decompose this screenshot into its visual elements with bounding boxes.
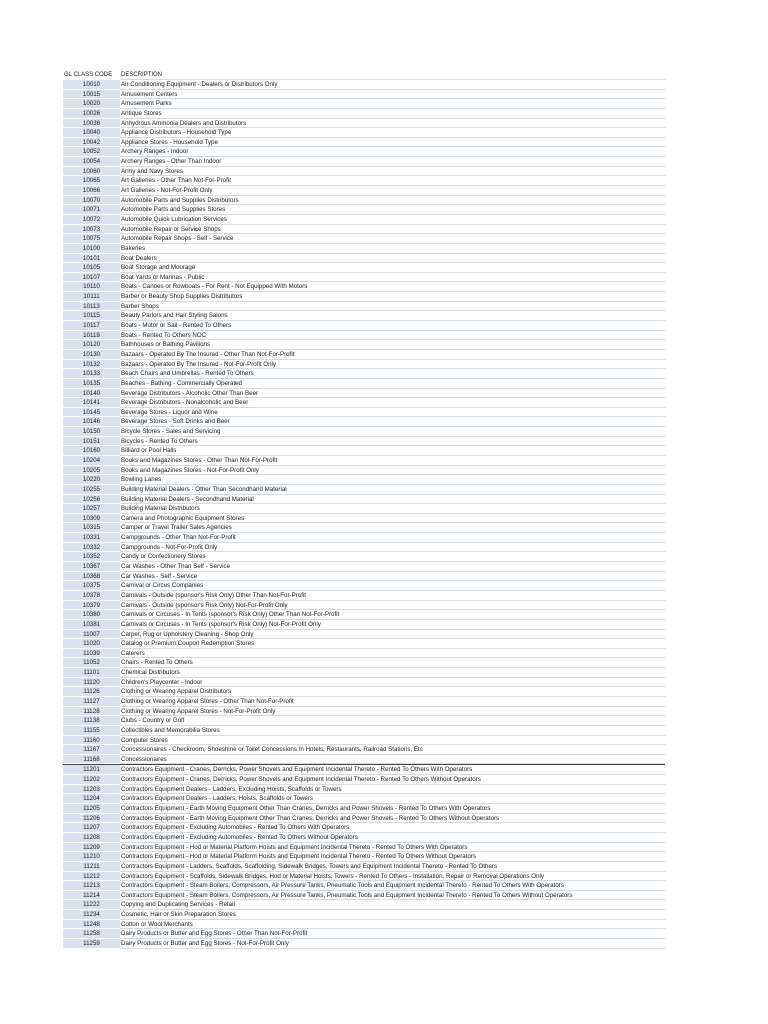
table-row [63, 601, 665, 611]
description-cell: Automobile Parts and Supplies Distributors [120, 196, 665, 206]
gl-class-code-cell: 11214 [63, 891, 120, 901]
description-cell: Contractors Equipment - Ladders, Scaffolds, Scaffolding, Sidewalk Bridges, Towers and Equipment Incidental Thereto - Rented To Others [120, 862, 665, 872]
table-row [63, 167, 665, 177]
table-row [63, 398, 665, 408]
gl-class-code-cell: 11120 [63, 678, 120, 688]
table-row [63, 292, 665, 302]
gl-class-code-cell: 10141 [63, 398, 120, 408]
gl-class-code-cell: 11101 [63, 668, 120, 678]
description-cell: Camper or Travel Trailer Sales Agencies [120, 523, 665, 533]
table-row [63, 225, 665, 235]
gl-class-code-cell: 10205 [63, 466, 120, 476]
description-cell: Boat Yards or Marinas - Public [120, 273, 665, 283]
gl-class-code-cell: 10105 [63, 263, 120, 273]
description-cell: Beverage Distributors - Nonalcoholic and Beer [120, 398, 665, 408]
table-row [63, 244, 665, 254]
table-row [63, 852, 665, 862]
gl-class-code-cell: 10115 [63, 311, 120, 321]
description-cell: Contractors Equipment - Hod or Material Platform Hoists and Equipment Incidental Thereto - Rented To Others With Operators [120, 843, 665, 853]
gl-class-code-cell: 10309 [63, 514, 120, 524]
gl-class-code-cell: 10255 [63, 485, 120, 495]
description-cell: Building Material Dealers - Other Than Secondhand Material [120, 485, 665, 495]
gl-class-code-cell: 11212 [63, 872, 120, 882]
header-gl-class-code: GL CLASS CODE [64, 72, 113, 78]
gl-class-code-cell: 10066 [63, 186, 120, 196]
gl-class-code-cell: 11207 [63, 823, 120, 833]
description-cell: Contractors Equipment - Earth Moving Equipment Other Than Cranes, Derricks and Power Shovels - Rented To Others With Operators [120, 804, 665, 814]
gl-class-code-cell: 10119 [63, 331, 120, 341]
table-row [63, 119, 665, 129]
table-row [63, 273, 665, 283]
table-row [63, 639, 665, 649]
table-row [63, 128, 665, 138]
table-row [63, 263, 665, 273]
description-cell: Building Material Distributors [120, 504, 665, 514]
table-row [63, 736, 665, 746]
description-cell: Chemical Distributors [120, 668, 665, 678]
table-row [63, 543, 665, 553]
gl-class-code-cell: 11160 [63, 736, 120, 746]
description-cell: Army and Navy Stores [120, 167, 665, 177]
description-cell: Beverage Stores - Soft Drinks and Beer [120, 417, 665, 427]
gl-class-code-cell: 11007 [63, 630, 120, 640]
description-cell: Books and Magazines Stores - Other Than Not-For-Profit [120, 456, 665, 466]
table-row [63, 716, 665, 726]
gl-class-code-cell: 10065 [63, 176, 120, 186]
table-row [63, 823, 665, 833]
table-row [63, 872, 665, 882]
description-cell: Contractors Equipment - Cranes, Derricks, Power Shovels and Equipment Incidental Thereto - Rented To Others Without Operators [120, 775, 665, 785]
description-cell: Contractors Equipment - Excluding Automobiles - Rented To Others Without Operators [120, 833, 665, 843]
description-cell: Contractors Equipment Dealers - Ladders, Excluding Hoists, Scaffolds or Towers [120, 785, 665, 795]
table-row [63, 215, 665, 225]
description-cell: Carnivals or Circuses - In Tents (sponsor's Risk Only) Other Than Not-For-Profit [120, 610, 665, 620]
description-cell: Campgrounds - Not-For-Profit Only [120, 543, 665, 553]
table-row [63, 504, 665, 514]
gl-class-code-cell: 10367 [63, 562, 120, 572]
gl-class-code-cell: 10130 [63, 350, 120, 360]
table-row [63, 900, 665, 910]
table-row [63, 302, 665, 312]
table-header [63, 70, 665, 80]
table-row [63, 678, 665, 688]
gl-class-code-table [63, 70, 665, 949]
gl-class-code-cell: 11168 [63, 755, 120, 765]
table-row [63, 523, 665, 533]
description-cell: Contractors Equipment - Steam Boilers, Compressors, Air Pressure Tanks, Pneumatic Tools and Equipment Incidental Thereto - Rented To Others With Operators [120, 881, 665, 891]
description-cell: Collectibles and Memorabilia Stores [120, 726, 665, 736]
gl-class-code-cell: 10070 [63, 196, 120, 206]
gl-class-code-cell: 10352 [63, 552, 120, 562]
gl-class-code-cell: 11202 [63, 775, 120, 785]
gl-class-code-cell: 11201 [63, 765, 120, 775]
gl-class-code-cell: 11248 [63, 920, 120, 930]
table-row [63, 234, 665, 244]
table-row [63, 649, 665, 659]
gl-class-code-cell: 11128 [63, 707, 120, 717]
gl-class-code-cell: 10120 [63, 340, 120, 350]
description-cell: Archery Ranges - Other Than Indoor [120, 157, 665, 167]
gl-class-code-cell: 11052 [63, 658, 120, 668]
table-row [63, 466, 665, 476]
description-cell: Contractors Equipment - Earth Moving Equipment Other Than Cranes, Derricks and Power Shovels - Rented To Others Without Operators [120, 814, 665, 824]
gl-class-code-cell: 11039 [63, 649, 120, 659]
description-cell: Car Washes - Other Than Self - Service [120, 562, 665, 572]
description-cell: Bakeries [120, 244, 665, 254]
gl-class-code-cell: 10331 [63, 533, 120, 543]
description-cell: Beverage Stores - Liquor and Wine [120, 408, 665, 418]
description-cell: Camera and Photographic Equipment Stores [120, 514, 665, 524]
gl-class-code-cell: 10160 [63, 446, 120, 456]
table-row [63, 562, 665, 572]
description-cell: Car Washes - Self - Service [120, 572, 665, 582]
gl-class-code-cell: 10073 [63, 225, 120, 235]
gl-class-code-cell: 11222 [63, 900, 120, 910]
gl-class-code-cell: 11127 [63, 697, 120, 707]
table-row [63, 745, 665, 755]
table-row [63, 340, 665, 350]
table-row [63, 408, 665, 418]
table-row [63, 321, 665, 331]
description-cell: Carnivals - Outside (sponsor's Risk Only) Not-For-Profit Only [120, 601, 665, 611]
description-cell: Beverage Distributors - Alcoholic Other Than Beer [120, 389, 665, 399]
description-cell: Beaches - Bathing - Commercially Operated [120, 379, 665, 389]
table-row [63, 495, 665, 505]
description-cell: Clothing or Wearing Apparel Stores - Not-For-Profit Only [120, 707, 665, 717]
gl-class-code-cell: 10135 [63, 379, 120, 389]
gl-class-code-cell: 10220 [63, 475, 120, 485]
table-row [63, 533, 665, 543]
table-row [63, 99, 665, 109]
gl-class-code-cell: 10133 [63, 369, 120, 379]
gl-class-code-cell: 10150 [63, 427, 120, 437]
gl-class-code-cell: 10380 [63, 610, 120, 620]
table-row [63, 331, 665, 341]
description-cell: Appliance Stores - Household Type [120, 138, 665, 148]
description-cell: Dairy Products or Butter and Egg Stores - Not-For-Profit Only [120, 939, 665, 949]
description-cell: Contractors Equipment - Cranes, Derricks, Power Shovels and Equipment Incidental Thereto - Rented To Others With Operators [120, 765, 665, 775]
table-row [63, 485, 665, 495]
description-cell: Bazaars - Operated By The Insured - Other Than Not-For-Profit [120, 350, 665, 360]
table-row [63, 775, 665, 785]
description-cell: Dairy Products or Butter and Egg Stores - Other Than Not-For-Profit [120, 929, 665, 939]
table-row [63, 176, 665, 186]
gl-class-code-cell: 11020 [63, 639, 120, 649]
table-row [63, 891, 665, 901]
description-cell: Anhydrous Ammonia Dealers and Distributors [120, 119, 665, 129]
description-cell: Amusement Centers [120, 90, 665, 100]
description-cell: Archery Ranges - Indoor [120, 147, 665, 157]
gl-class-code-cell: 10257 [63, 504, 120, 514]
table-row [63, 591, 665, 601]
description-cell: Contractors Equipment - Hod or Material Platform Hoists and Equipment Incidental Thereto - Rented To Others Without Operators [120, 852, 665, 862]
table-row [63, 196, 665, 206]
gl-class-code-cell: 11138 [63, 716, 120, 726]
gl-class-code-cell: 11204 [63, 794, 120, 804]
gl-class-code-cell: 10204 [63, 456, 120, 466]
table-row [63, 157, 665, 167]
description-cell: Barber Shops [120, 302, 665, 312]
gl-class-code-cell: 11203 [63, 785, 120, 795]
description-cell: Art Galleries - Not-For-Profit Only [120, 186, 665, 196]
table-row [63, 862, 665, 872]
table-row [63, 687, 665, 697]
description-cell: Carnivals or Circuses - In Tents (sponsor's Risk Only) Not-For-Profit Only [120, 620, 665, 630]
gl-class-code-cell: 10368 [63, 572, 120, 582]
description-cell: Boats - Canoes or Rowboats - For Rent - Not Equipped With Motors [120, 282, 665, 292]
table-row [63, 707, 665, 717]
description-cell: Bowling Lanes [120, 475, 665, 485]
table-row [63, 572, 665, 582]
gl-class-code-cell: 11259 [63, 939, 120, 949]
table-row [63, 833, 665, 843]
gl-class-code-cell: 10015 [63, 90, 120, 100]
description-cell: Books and Magazines Stores - Not-For-Profit Only [120, 466, 665, 476]
table-row [63, 755, 665, 765]
gl-class-code-cell: 10036 [63, 119, 120, 129]
gl-class-code-cell: 10381 [63, 620, 120, 630]
gl-class-code-cell: 11234 [63, 910, 120, 920]
table-row [63, 360, 665, 370]
table-row [63, 581, 665, 591]
description-cell: Bathhouses or Bathing Pavilions [120, 340, 665, 350]
table-row [63, 437, 665, 447]
table-body [63, 80, 665, 949]
table-row [63, 138, 665, 148]
table-row [63, 205, 665, 215]
table-row [63, 843, 665, 853]
gl-class-code-cell: 10151 [63, 437, 120, 447]
gl-class-code-cell: 11210 [63, 852, 120, 862]
table-row [63, 697, 665, 707]
table-row [63, 764, 665, 775]
gl-class-code-cell: 10101 [63, 254, 120, 264]
description-cell: Amusement Parks [120, 99, 665, 109]
table-row [63, 726, 665, 736]
description-cell: Beauty Parlors and Hair Styling Salons [120, 311, 665, 321]
table-row [63, 147, 665, 157]
table-row [63, 620, 665, 630]
description-cell: Boat Storage and Moorage [120, 263, 665, 273]
table-row [63, 80, 665, 90]
gl-class-code-cell: 10060 [63, 167, 120, 177]
description-cell: Air Conditioning Equipment - Dealers or Distributors Only [120, 80, 665, 90]
gl-class-code-cell: 10146 [63, 417, 120, 427]
gl-class-code-cell: 10054 [63, 157, 120, 167]
gl-class-code-cell: 10315 [63, 523, 120, 533]
gl-class-code-cell: 10140 [63, 389, 120, 399]
table-row [63, 282, 665, 292]
table-row [63, 379, 665, 389]
gl-class-code-cell: 10071 [63, 205, 120, 215]
description-cell: Boats - Motor or Sail - Rented To Others [120, 321, 665, 331]
table-row [63, 552, 665, 562]
description-cell: Automobile Repair Shops - Self - Service [120, 234, 665, 244]
table-row [63, 186, 665, 196]
description-cell: Concessionaires - Checkroom, Shoeshine or Toilet Concessions In Hotels, Restaurants, Railroad Stations, Etc [120, 745, 665, 755]
gl-class-code-cell: 11205 [63, 804, 120, 814]
gl-class-code-cell: 10379 [63, 601, 120, 611]
description-cell: Contractors Equipment - Excluding Automobiles - Rented To Others With Operators [120, 823, 665, 833]
description-cell: Computer Stores [120, 736, 665, 746]
description-cell: Clubs - Country or Golf [120, 716, 665, 726]
gl-class-code-cell: 10100 [63, 244, 120, 254]
table-row [63, 475, 665, 485]
table-row [63, 369, 665, 379]
table-row [63, 785, 665, 795]
table-row [63, 920, 665, 930]
table-row [63, 109, 665, 119]
description-cell: Contractors Equipment Dealers - Ladders, Hoists, Scaffolds or Towers [120, 794, 665, 804]
description-cell: Copying and Duplicating Services - Retail [120, 900, 665, 910]
table-row [63, 929, 665, 939]
description-cell: Contractors Equipment - Scaffolds, Sidewalk Bridges, Hod or Material Hoists, Towers - Rented To Others - Installation, Repair or Removal Operations Only [120, 872, 665, 882]
gl-class-code-cell: 11126 [63, 687, 120, 697]
description-cell: Antique Stores [120, 109, 665, 119]
description-cell: Chairs - Rented To Others [120, 658, 665, 668]
description-cell: Carnivals - Outside (sponsor's Risk Only) Other Than Not-For-Profit [120, 591, 665, 601]
gl-class-code-cell: 11211 [63, 862, 120, 872]
gl-class-code-cell: 10075 [63, 234, 120, 244]
description-cell: Billiard or Pool Halls [120, 446, 665, 456]
table-row [63, 610, 665, 620]
gl-class-code-cell: 10072 [63, 215, 120, 225]
table-row [63, 417, 665, 427]
gl-class-code-cell: 10132 [63, 360, 120, 370]
gl-class-code-cell: 10332 [63, 543, 120, 553]
table-row [63, 446, 665, 456]
table-row [63, 658, 665, 668]
description-cell: Boats - Rented To Others NOC [120, 331, 665, 341]
gl-class-code-cell: 10145 [63, 408, 120, 418]
description-cell: Building Material Dealers - Secondhand Material [120, 495, 665, 505]
gl-class-code-cell: 10040 [63, 128, 120, 138]
gl-class-code-cell: 10256 [63, 495, 120, 505]
gl-class-code-cell: 11208 [63, 833, 120, 843]
table-row [63, 514, 665, 524]
table-row [63, 90, 665, 100]
gl-class-code-cell: 10378 [63, 591, 120, 601]
description-cell: Cotton or Wool Merchants [120, 920, 665, 930]
gl-class-code-cell: 10117 [63, 321, 120, 331]
table-row [63, 668, 665, 678]
table-row [63, 456, 665, 466]
table-row [63, 427, 665, 437]
description-cell: Carpet, Rug or Upholstery Cleaning - Shop Only [120, 630, 665, 640]
table-row [63, 389, 665, 399]
gl-class-code-cell: 11155 [63, 726, 120, 736]
gl-class-code-cell: 11213 [63, 881, 120, 891]
description-cell: Caterers [120, 649, 665, 659]
gl-class-code-cell: 10111 [63, 292, 120, 302]
description-cell: Automobile Quick Lubrication Services [120, 215, 665, 225]
description-cell: Clothing or Wearing Apparel Distributors [120, 687, 665, 697]
table-row [63, 814, 665, 824]
description-cell: Automobile Parts and Supplies Stores [120, 205, 665, 215]
description-cell: Cosmetic, Hair or Skin Preparation Stores [120, 910, 665, 920]
description-cell: Beach Chairs and Umbrellas - Rented To Others [120, 369, 665, 379]
description-cell: Campgrounds - Other Than Not-For-Profit [120, 533, 665, 543]
description-cell: Catalog or Premium Coupon Redemption Stores [120, 639, 665, 649]
gl-class-code-cell: 11206 [63, 814, 120, 824]
gl-class-code-cell: 10107 [63, 273, 120, 283]
description-cell: Bazaars - Operated By The Insured - Not-For-Profit Only [120, 360, 665, 370]
description-cell: Clothing or Wearing Apparel Stores - Other Than Not-For-Profit [120, 697, 665, 707]
description-cell: Appliance Distributors - Household Type [120, 128, 665, 138]
description-cell: Carnival or Circus Companies [120, 581, 665, 591]
description-cell: Bicycle Stores - Sales and Servicing [120, 427, 665, 437]
table-row [63, 254, 665, 264]
description-cell: Children's Playcenter - Indoor [120, 678, 665, 688]
gl-class-code-cell: 11258 [63, 929, 120, 939]
description-cell: Concessionaires [120, 755, 665, 765]
table-row [63, 939, 665, 949]
description-cell: Candy or Confectionery Stores [120, 552, 665, 562]
gl-class-code-cell: 10010 [63, 80, 120, 90]
description-cell: Art Galleries - Other Than Not-For-Profit [120, 176, 665, 186]
table-row [63, 794, 665, 804]
description-cell: Contractors Equipment - Steam Boilers, Compressors, Air Pressure Tanks, Pneumatic Tools and Equipment Incidental Thereto - Rented To Others Without Operators [120, 891, 665, 901]
gl-class-code-cell: 10026 [63, 109, 120, 119]
gl-class-code-cell: 10110 [63, 282, 120, 292]
description-cell: Boat Dealers [120, 254, 665, 264]
gl-class-code-cell: 10375 [63, 581, 120, 591]
gl-class-code-cell: 10052 [63, 147, 120, 157]
table-row [63, 910, 665, 920]
gl-class-code-cell: 11167 [63, 745, 120, 755]
table-row [63, 311, 665, 321]
gl-class-code-cell: 11209 [63, 843, 120, 853]
table-row [63, 881, 665, 891]
description-cell: Barber or Beauty Shop Supplies Distributors [120, 292, 665, 302]
description-cell: Bicycles - Rented To Others [120, 437, 665, 447]
header-description: DESCRIPTION [120, 70, 665, 80]
table-row [63, 350, 665, 360]
description-cell: Automobile Repair or Service Shops [120, 225, 665, 235]
gl-class-code-cell: 10113 [63, 302, 120, 312]
gl-class-code-cell: 10042 [63, 138, 120, 148]
gl-class-code-cell: 10020 [63, 99, 120, 109]
table-row [63, 804, 665, 814]
table-row [63, 630, 665, 640]
